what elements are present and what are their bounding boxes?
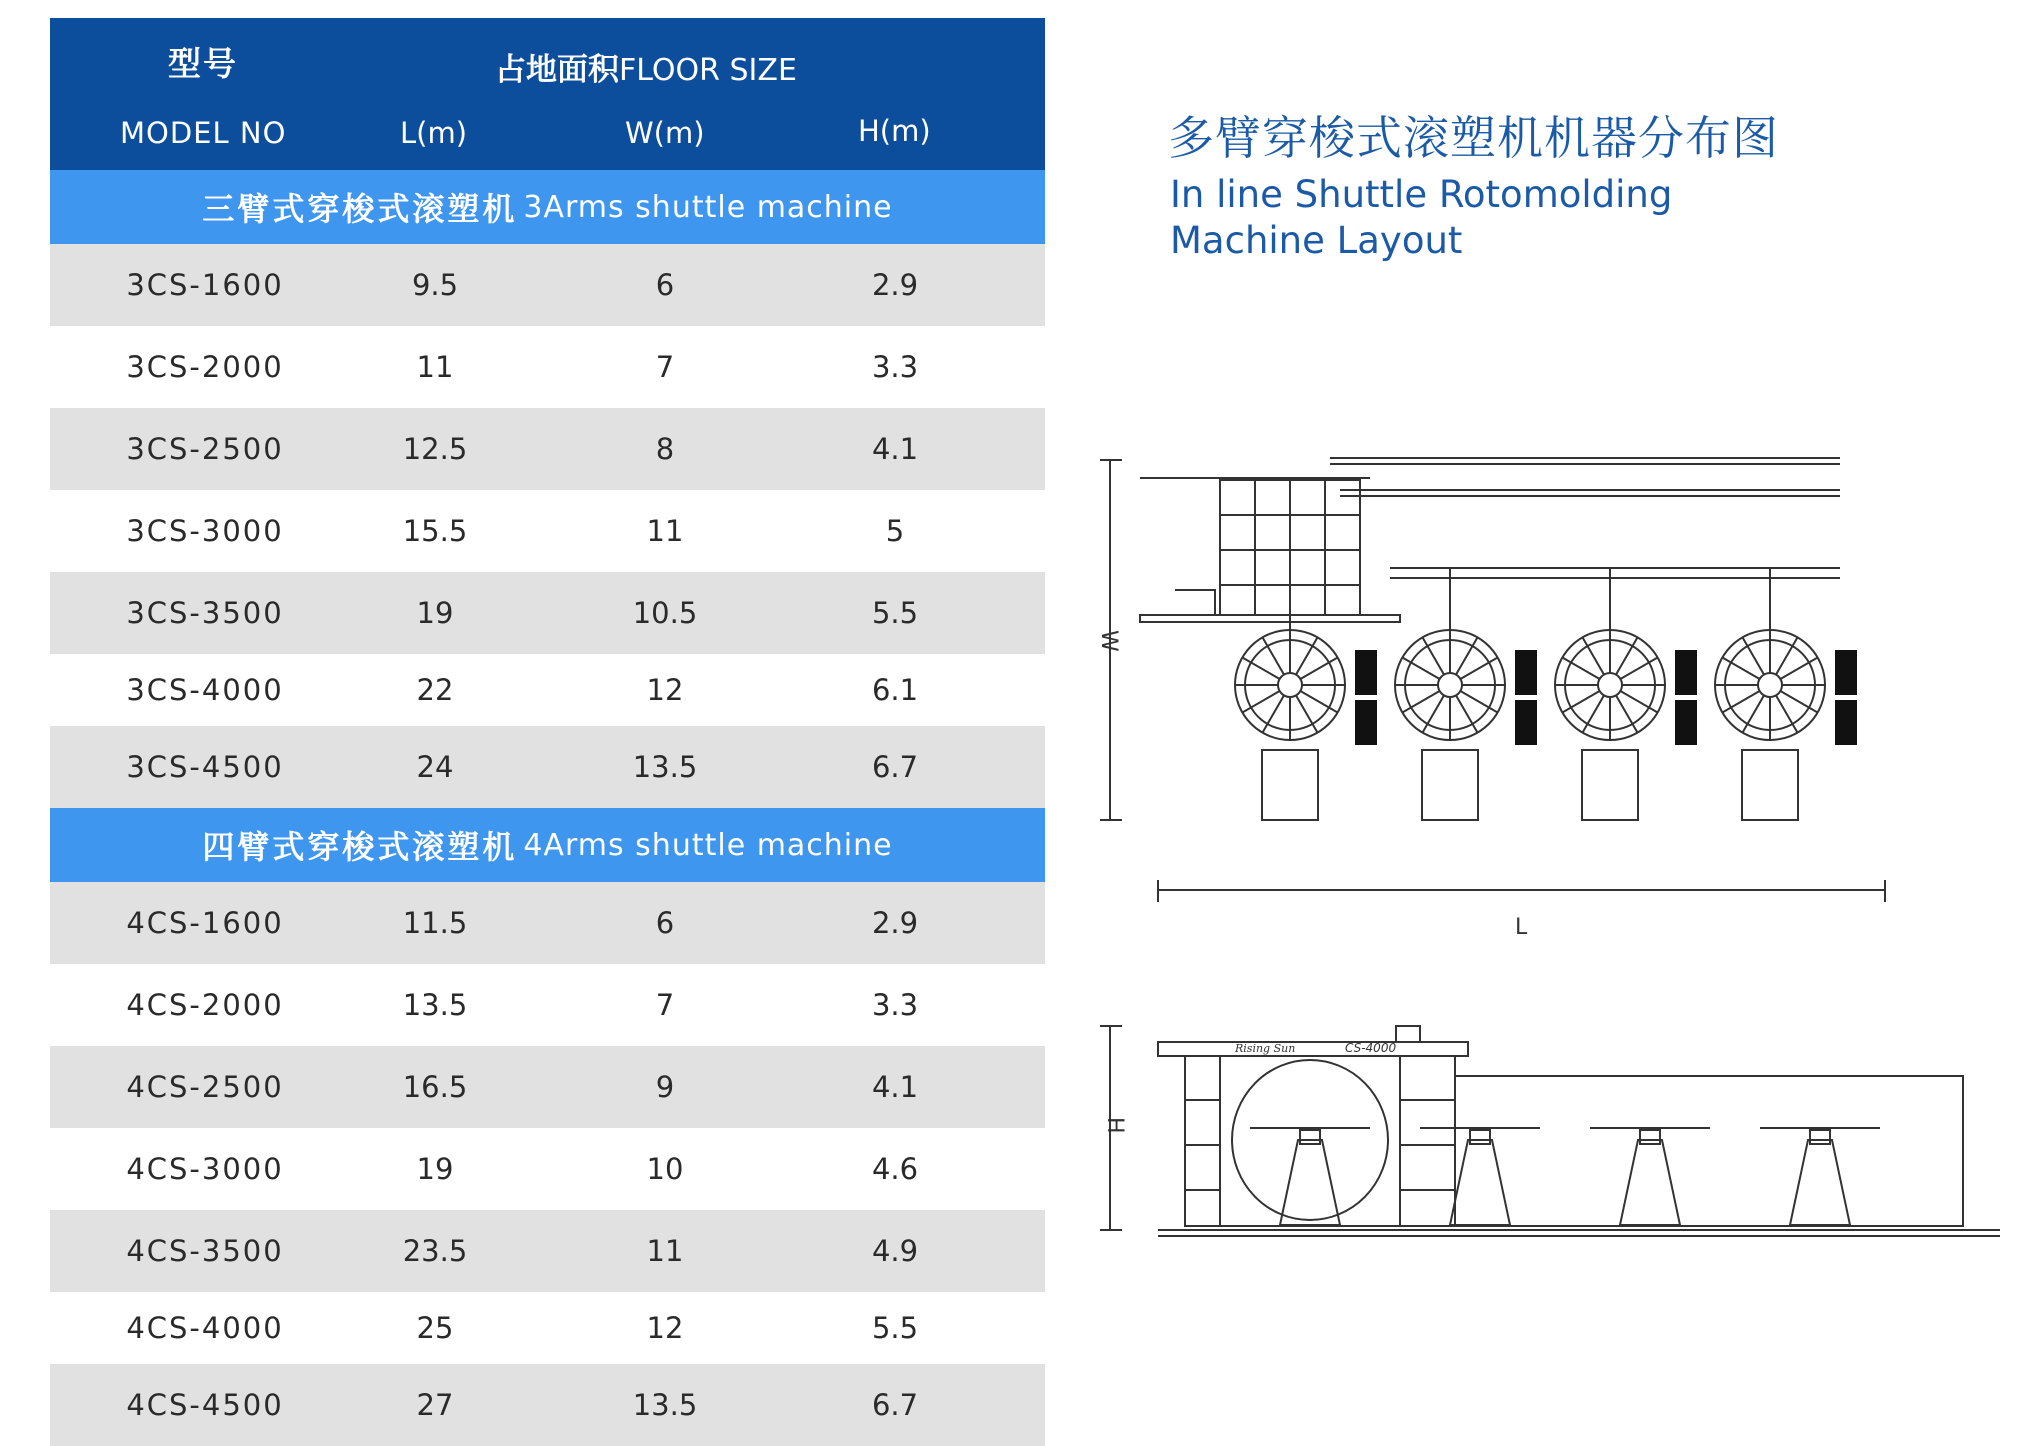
header-height: H(m) — [858, 114, 931, 148]
cell-h: 5.5 — [871, 596, 919, 630]
cell-l: 19 — [416, 1152, 454, 1186]
cell-w: 11 — [646, 514, 684, 548]
cell-h: 2.9 — [871, 906, 919, 940]
cell-l: 12.5 — [402, 432, 468, 466]
table-row — [50, 882, 1045, 964]
cell-h: 6.7 — [871, 1388, 919, 1422]
cell-w: 13.5 — [632, 750, 698, 784]
layout-title-cn: 多臂穿梭式滚塑机机器分布图 — [1168, 111, 1779, 165]
header-floor-cn: 占地面积 — [495, 52, 619, 88]
table-row — [50, 964, 1045, 1046]
top-view-drawing — [1096, 450, 2020, 950]
cell-l: 16.5 — [402, 1070, 468, 1104]
cell-model: 4CS-4000 — [126, 1311, 284, 1345]
control-panel — [1515, 650, 1537, 745]
cell-w: 10.5 — [632, 596, 698, 630]
cell-l: 25 — [416, 1311, 454, 1345]
cell-l: 24 — [416, 750, 454, 784]
arm-wheel — [1395, 568, 1505, 820]
cell-model: 3CS-4000 — [126, 673, 284, 707]
arm-stand — [1420, 1128, 1540, 1225]
cell-h: 4.6 — [871, 1152, 919, 1186]
table-row — [50, 654, 1045, 726]
side-view-drawing — [1100, 1020, 2020, 1260]
cell-model: 3CS-3000 — [126, 514, 284, 548]
cell-l: 11 — [416, 350, 454, 384]
cell-model: 4CS-2000 — [126, 988, 284, 1022]
table-row — [50, 1046, 1045, 1128]
header-model-cn: 型号 — [168, 44, 238, 83]
arm-stand — [1250, 1128, 1370, 1225]
cell-h: 6.7 — [871, 750, 919, 784]
table-header — [50, 18, 1045, 170]
cell-model: 4CS-2500 — [126, 1070, 284, 1104]
cell-h: 5.5 — [871, 1311, 919, 1345]
cell-w: 12 — [646, 1311, 684, 1345]
cell-w: 7 — [655, 988, 675, 1022]
header-width: W(m) — [625, 116, 705, 150]
cell-l: 13.5 — [402, 988, 468, 1022]
dim-w-label: W — [1096, 630, 1121, 652]
control-panel — [1675, 650, 1697, 745]
cell-w: 7 — [655, 350, 675, 384]
table-row — [50, 726, 1045, 808]
section-3arms — [50, 170, 1045, 244]
cell-model: 4CS-1600 — [126, 906, 284, 940]
table-row — [50, 490, 1045, 572]
section-3arms-cn: 三臂式穿梭式滚塑机 — [202, 190, 518, 228]
dim-h-label: H — [1102, 1117, 1127, 1134]
cell-w: 12 — [646, 673, 684, 707]
control-panel — [1355, 650, 1377, 745]
cell-l: 15.5 — [402, 514, 468, 548]
control-panel — [1835, 650, 1857, 745]
table-row — [50, 1364, 1045, 1446]
spec-table — [50, 18, 1045, 1446]
cell-w: 6 — [655, 268, 675, 302]
cell-h: 4.9 — [871, 1234, 919, 1268]
cell-w: 13.5 — [632, 1388, 698, 1422]
arm-wheel — [1235, 568, 1345, 820]
arm-stand — [1590, 1128, 1710, 1225]
arm-stand — [1760, 1128, 1880, 1225]
cell-h: 4.1 — [871, 1070, 919, 1104]
table-row — [50, 326, 1045, 408]
cell-l: 22 — [416, 673, 454, 707]
brand-label: Rising Sun — [1235, 1042, 1296, 1055]
cell-model: 3CS-3500 — [126, 596, 284, 630]
cell-w: 10 — [646, 1152, 684, 1186]
cell-h: 4.1 — [871, 432, 919, 466]
cell-w: 8 — [655, 432, 675, 466]
header-floor-size — [495, 44, 797, 89]
section-3arms-en: 3Arms shuttle machine — [523, 189, 893, 225]
cell-w: 6 — [655, 906, 675, 940]
cell-h: 6.1 — [871, 673, 919, 707]
cell-h: 5 — [885, 514, 905, 548]
cell-l: 9.5 — [411, 268, 459, 302]
cell-model: 3CS-1600 — [126, 268, 284, 302]
cell-model: 4CS-3500 — [126, 1234, 284, 1268]
cell-l: 23.5 — [402, 1234, 468, 1268]
cell-l: 27 — [416, 1388, 454, 1422]
header-length: L(m) — [400, 116, 468, 150]
cell-h: 3.3 — [871, 988, 919, 1022]
table-row — [50, 408, 1045, 490]
cell-l: 11.5 — [402, 906, 468, 940]
header-floor-en: FLOOR SIZE — [619, 53, 797, 88]
cell-model: 3CS-4500 — [126, 750, 284, 784]
table-row — [50, 1292, 1045, 1364]
table-row — [50, 572, 1045, 654]
cell-model: 3CS-2500 — [126, 432, 284, 466]
cell-l: 19 — [416, 596, 454, 630]
cell-model: 4CS-4500 — [126, 1388, 284, 1422]
header-model-en: MODEL NO — [120, 116, 287, 150]
section-4arms — [50, 808, 1045, 882]
arm-wheel — [1715, 568, 1825, 820]
layout-title-en — [1170, 172, 1672, 264]
table-row — [50, 1210, 1045, 1292]
cell-model: 4CS-3000 — [126, 1152, 284, 1186]
cell-h: 3.3 — [871, 350, 919, 384]
section-4arms-cn: 四臂式穿梭式滚塑机 — [202, 828, 518, 866]
cell-w: 11 — [646, 1234, 684, 1268]
model-label: CS-4000 — [1345, 1041, 1397, 1055]
cell-h: 2.9 — [871, 268, 919, 302]
layout-title-en-line1: In line Shuttle Rotomolding — [1170, 173, 1673, 216]
arm-wheel — [1555, 568, 1665, 820]
cell-w: 9 — [655, 1070, 675, 1104]
section-4arms-en: 4Arms shuttle machine — [523, 827, 893, 863]
dim-l-label: L — [1515, 915, 1528, 940]
table-row — [50, 244, 1045, 326]
cell-model: 3CS-2000 — [126, 350, 284, 384]
layout-title-en-line2: Machine Layout — [1170, 219, 1463, 262]
table-row — [50, 1128, 1045, 1210]
